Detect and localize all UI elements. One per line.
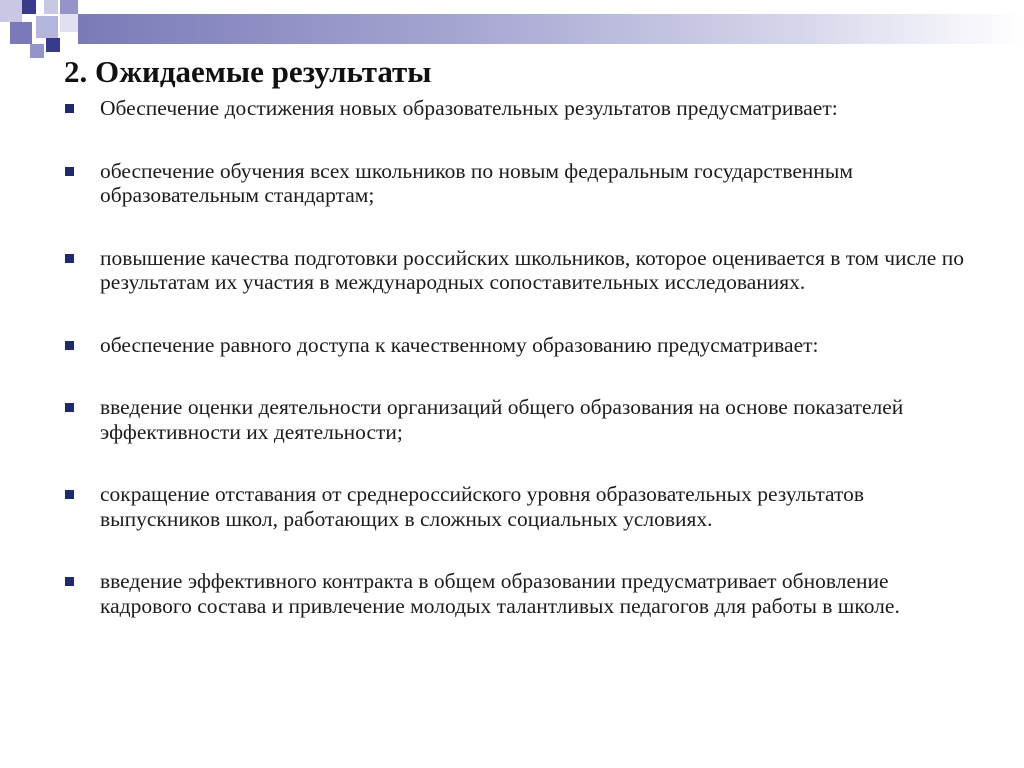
decor-square — [44, 0, 58, 14]
decor-square — [0, 0, 22, 22]
header-gradient-bar — [78, 14, 1024, 44]
bullet-text: сокращение отставания от среднероссийского уровня образовательных результатов выпускников школ, работающих в сложных социальных условиях. — [100, 482, 865, 531]
decor-square — [36, 16, 58, 38]
bullet-text: введение оценки деятельности организаций общего образования на основе показателей эффективности их деятельности; — [100, 395, 904, 444]
slide-title: 2. Ожидаемые результаты — [64, 54, 432, 89]
bullet-item — [64, 159, 974, 208]
decor-square — [60, 0, 78, 14]
decor-square — [60, 14, 78, 32]
square-bullet-icon — [65, 577, 74, 586]
square-bullet-icon — [65, 104, 74, 113]
square-bullet-icon — [65, 341, 74, 350]
bullet-item — [64, 333, 974, 358]
decor-square — [22, 0, 36, 14]
bullet-text: обеспечение обучения всех школьников по новым федеральным государственным образовательным стандартам; — [100, 158, 853, 207]
decor-square — [46, 38, 60, 52]
decor-square — [30, 44, 44, 58]
bullet-list — [64, 96, 974, 618]
square-bullet-icon — [65, 490, 74, 499]
bullet-text: введение эффективного контракта в общем образовании предусматривает обновление кадрового состава и привлечение молодых талантливых педагогов для работы в школе. — [100, 569, 900, 618]
square-bullet-icon — [65, 254, 74, 263]
square-bullet-icon — [65, 403, 74, 412]
bullet-item — [64, 246, 974, 295]
bullet-item — [64, 482, 974, 531]
bullet-text: Обеспечение достижения новых образовательных результатов предусматривает: — [100, 96, 838, 120]
bullet-item — [64, 96, 974, 121]
bullet-item — [64, 395, 974, 444]
decor-square — [10, 22, 32, 44]
bullet-text: повышение качества подготовки российских школьников, которое оценивается в том числе по результатам их участия в международных сопоставительных исследованиях. — [100, 245, 964, 294]
bullet-item — [64, 569, 974, 618]
square-bullet-icon — [65, 167, 74, 176]
bullet-text: обеспечение равного доступа к качественному образованию предусматривает: — [100, 332, 819, 357]
